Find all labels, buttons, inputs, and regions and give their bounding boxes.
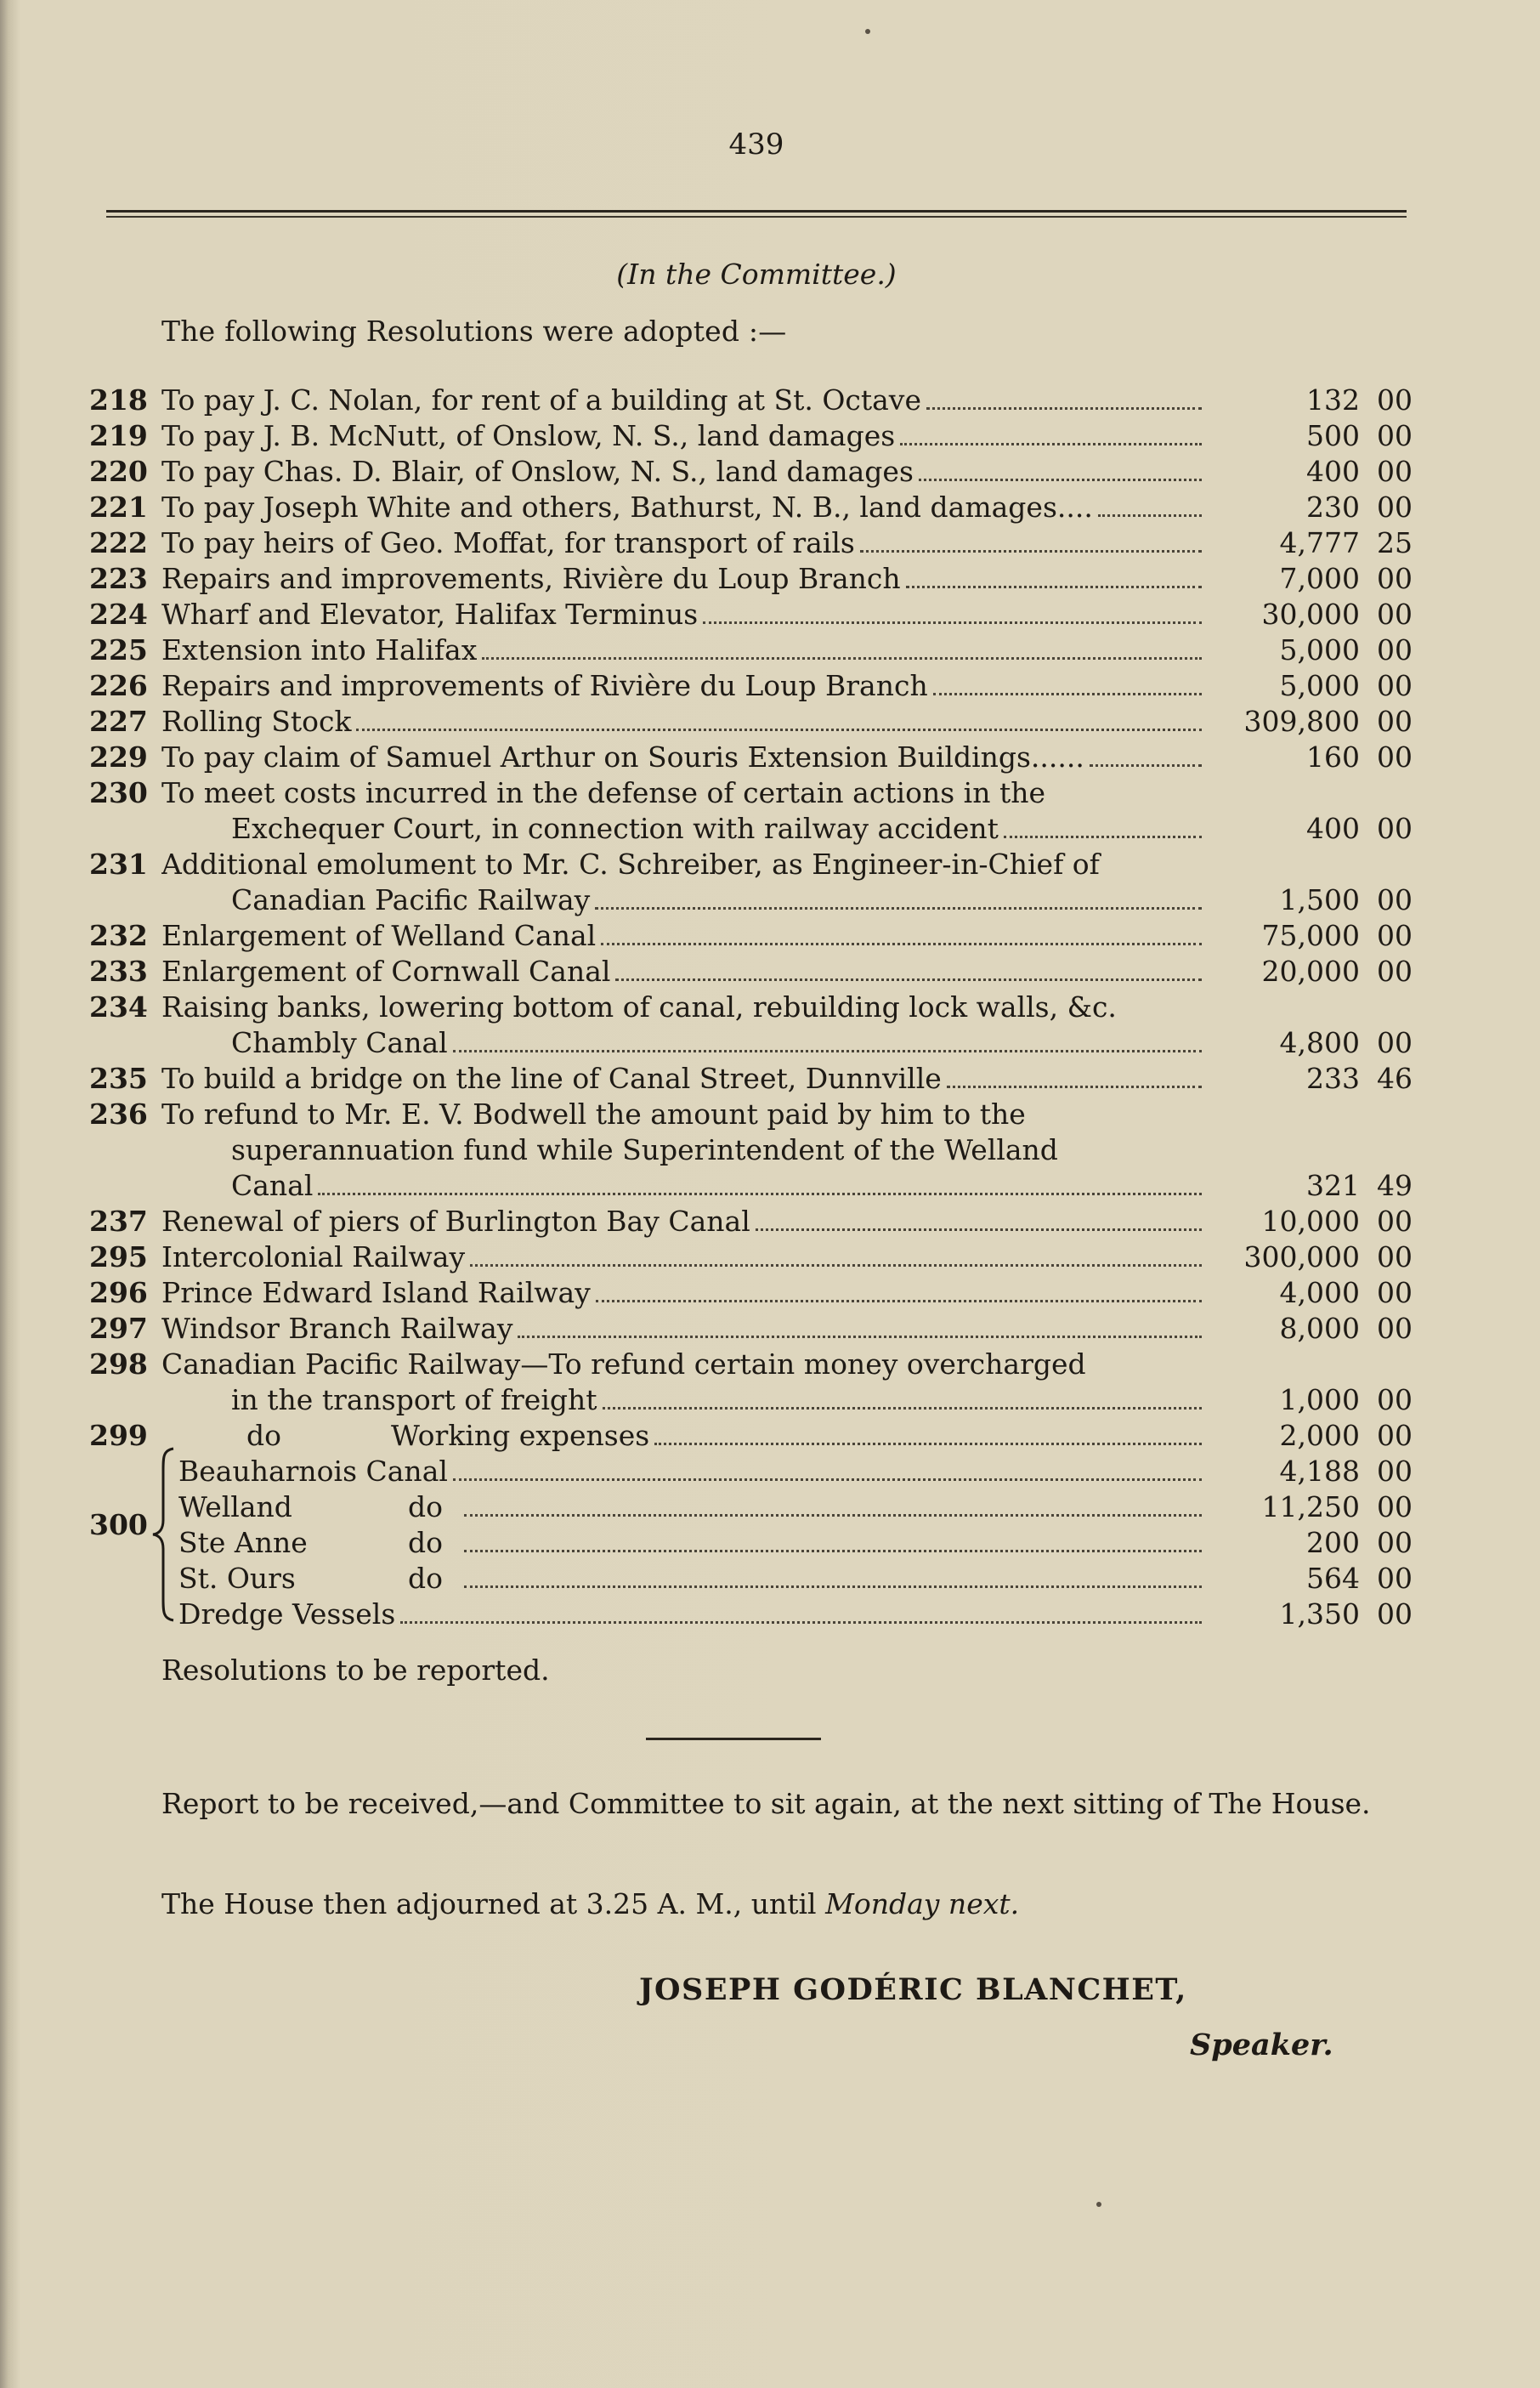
description-text: To pay J. B. McNutt, of Onslow, N. S., land damages (161, 419, 896, 452)
resolution-number: 233 (89, 955, 148, 988)
resolution-number: 222 (89, 526, 148, 559)
resolution-number: 299 (89, 1419, 148, 1452)
group-300-row (0, 1489, 1540, 1525)
resolution-number: 232 (89, 919, 148, 952)
amount-dollars: 30,000 (1261, 598, 1360, 631)
resolution-number: 227 (89, 705, 148, 738)
group-item-name: Welland (178, 1490, 292, 1523)
dot-leader (318, 1193, 1202, 1195)
amount-dollars: 10,000 (1261, 1205, 1360, 1238)
committee-heading: (In the Committee.) (616, 258, 897, 291)
resolution-number: 237 (89, 1205, 148, 1238)
description-text: To pay J. C. Nolan, for rent of a building at St. Octave (161, 383, 921, 417)
amount-cents: 00 (1377, 1312, 1413, 1345)
dot-leader (756, 1228, 1202, 1231)
description-text: superannuation fund while Superintendent of the Welland (231, 1133, 1058, 1166)
amount-cents: 00 (1377, 1597, 1413, 1631)
amount-dollars: 4,000 (1279, 1276, 1360, 1309)
resolution-row (0, 1204, 1540, 1239)
description-text: Working expenses (391, 1419, 650, 1452)
amount-cents: 00 (1377, 633, 1413, 666)
speaker-name: JOSEPH GODÉRIC BLANCHET, (639, 1972, 1187, 2007)
resolution-description (161, 847, 1207, 882)
resolution-description (231, 882, 1207, 918)
resolution-description (161, 1097, 1207, 1132)
description-text: Extension into Halifax (161, 633, 478, 666)
resolution-row (0, 775, 1540, 811)
dot-leader (482, 657, 1202, 660)
description-text: Windsor Branch Railway (161, 1312, 513, 1345)
resolution-number: 220 (89, 455, 148, 488)
description-text: Enlargement of Cornwall Canal (161, 955, 611, 988)
dot-leader (453, 1478, 1202, 1481)
resolution-row (0, 632, 1540, 668)
amount-dollars: 11,250 (1261, 1490, 1360, 1523)
resolution-number: 295 (89, 1240, 148, 1273)
intro-text: The following Resolutions were adopted :— (161, 315, 787, 348)
page-number: 439 (728, 128, 784, 162)
amount-cents: 00 (1377, 1562, 1413, 1595)
resolution-number: 225 (89, 633, 148, 666)
description-text: Chambly Canal (231, 1026, 448, 1059)
description-text: Repairs and improvements, Rivière du Loup Branch (161, 562, 901, 595)
resolution-row (0, 1275, 1540, 1311)
amount-cents: 00 (1377, 1383, 1413, 1416)
resolution-number: 219 (89, 419, 148, 452)
dot-leader (900, 443, 1202, 445)
description-text: Rolling Stock (161, 705, 352, 738)
amount-cents: 00 (1377, 669, 1413, 702)
amount-dollars: 564 (1306, 1562, 1360, 1595)
description-text: To meet costs incurred in the defense of certain actions in the (161, 776, 1045, 809)
description-text: To refund to Mr. E. V. Bodwell the amount paid by him to the (161, 1098, 1026, 1131)
resolution-row (0, 918, 1540, 954)
description-text: To build a bridge on the line of Canal Street, Dunnville (161, 1062, 942, 1095)
amount-cents: 00 (1377, 1526, 1413, 1559)
resolution-number: 223 (89, 562, 148, 595)
amount-cents: 00 (1377, 1276, 1413, 1309)
amount-dollars: 20,000 (1261, 955, 1360, 988)
resolution-description (161, 1311, 1207, 1347)
amount-dollars: 230 (1306, 491, 1360, 524)
group-300-row (0, 1597, 1540, 1632)
resolution-row (0, 1382, 1540, 1418)
resolution-row (0, 490, 1540, 525)
group-item-description (178, 1454, 1207, 1489)
resolution-row (0, 847, 1540, 882)
amount-dollars: 5,000 (1279, 669, 1360, 702)
amount-dollars: 8,000 (1279, 1312, 1360, 1345)
group-item-description (178, 1489, 1207, 1525)
resolution-description (161, 561, 1207, 597)
description-text: Exchequer Court, in connection with railway accident (231, 812, 999, 845)
amount-dollars: 500 (1306, 419, 1360, 452)
resolution-description (161, 918, 1207, 954)
resolution-description (161, 740, 1207, 775)
resolution-row (0, 704, 1540, 740)
dot-leader (453, 1050, 1202, 1052)
resolution-description (161, 632, 1207, 668)
resolution-description (231, 1025, 1207, 1061)
dot-leader (464, 1514, 1202, 1517)
amount-cents: 00 (1377, 598, 1413, 631)
dot-leader (860, 550, 1202, 553)
resolution-number: 231 (89, 848, 148, 881)
resolution-row (0, 1347, 1540, 1382)
dot-leader (1090, 764, 1202, 767)
resolution-description (161, 1204, 1207, 1239)
resolution-row (0, 990, 1540, 1025)
resolutions-reported: Resolutions to be reported. (161, 1653, 550, 1687)
amount-cents: 00 (1377, 1490, 1413, 1523)
amount-dollars: 1,000 (1279, 1383, 1360, 1416)
resolution-number: 229 (89, 740, 148, 774)
resolution-description (161, 454, 1207, 490)
amount-cents: 00 (1377, 883, 1413, 916)
resolution-row (0, 668, 1540, 704)
resolution-row (0, 1132, 1540, 1168)
amount-dollars: 4,800 (1279, 1026, 1360, 1059)
description-text: To pay claim of Samuel Arthur on Souris Extension Buildings...... (161, 740, 1084, 774)
amount-dollars: 321 (1306, 1169, 1360, 1202)
amount-dollars: 400 (1306, 455, 1360, 488)
amount-cents: 00 (1377, 1419, 1413, 1452)
amount-cents: 00 (1377, 812, 1413, 845)
resolution-number: 298 (89, 1347, 148, 1381)
resolution-description (231, 1132, 1207, 1168)
amount-cents: 00 (1377, 1240, 1413, 1273)
dot-leader (919, 479, 1202, 481)
resolution-description (161, 668, 1207, 704)
dot-leader (595, 907, 1202, 910)
amount-cents: 00 (1377, 955, 1413, 988)
resolution-row (0, 1061, 1540, 1097)
dot-leader (400, 1621, 1202, 1624)
description-text: in the transport of freight (231, 1383, 597, 1416)
resolution-description (161, 954, 1207, 990)
dot-leader (906, 586, 1202, 588)
resolution-row (0, 1168, 1540, 1204)
description-text: Canadian Pacific Railway—To refund certain money overcharged (161, 1347, 1086, 1381)
group-300-row (0, 1525, 1540, 1561)
resolution-row (0, 1025, 1540, 1061)
amount-cents: 46 (1377, 1062, 1413, 1095)
dot-leader (596, 1300, 1202, 1302)
resolution-number: 234 (89, 990, 148, 1024)
amount-cents: 00 (1377, 705, 1413, 738)
amount-cents: 00 (1377, 419, 1413, 452)
resolution-row (0, 954, 1540, 990)
resolution-row (0, 882, 1540, 918)
description-text: Renewal of piers of Burlington Bay Canal (161, 1205, 750, 1238)
amount-cents: 00 (1377, 1205, 1413, 1238)
description-text: Canal (231, 1169, 314, 1202)
dot-leader (1004, 836, 1202, 838)
adjourn-paragraph: The House then adjourned at 3.25 A. M., until Monday next. (161, 1887, 1020, 1920)
amount-dollars: 132 (1306, 383, 1360, 417)
resolution-description (161, 490, 1207, 525)
resolution-row (0, 454, 1540, 490)
dot-leader (947, 1086, 1202, 1088)
resolution-description (161, 1347, 1207, 1382)
amount-dollars: 4,188 (1279, 1455, 1360, 1488)
group-item-description (178, 1561, 1207, 1597)
group-item-name: Dredge Vessels (178, 1597, 396, 1631)
group-item-description (178, 1597, 1207, 1632)
resolution-description (161, 775, 1207, 811)
amount-cents: 00 (1377, 740, 1413, 774)
resolution-number: 224 (89, 598, 148, 631)
resolution-description (231, 1168, 1207, 1204)
amount-cents: 00 (1377, 1026, 1413, 1059)
ditto-mark: do (408, 1490, 443, 1523)
amount-dollars: 2,000 (1279, 1419, 1360, 1452)
amount-dollars: 7,000 (1279, 562, 1360, 595)
description-text: To pay Chas. D. Blair, of Onslow, N. S., land damages (161, 455, 914, 488)
ink-speck (865, 29, 870, 34)
dot-leader (470, 1264, 1202, 1267)
dot-leader (654, 1443, 1202, 1445)
amount-dollars: 4,777 (1279, 526, 1360, 559)
dot-leader (356, 729, 1202, 731)
dot-leader (933, 693, 1202, 695)
description-text: Canadian Pacific Railway (231, 883, 591, 916)
amount-cents: 00 (1377, 1455, 1413, 1488)
resolution-description (161, 597, 1207, 632)
resolution-row (0, 1097, 1540, 1132)
resolution-description (161, 990, 1207, 1025)
dot-leader (464, 1585, 1202, 1588)
description-text: Repairs and improvements of Rivière du Loup Branch (161, 669, 928, 702)
resolution-number: 221 (89, 491, 148, 524)
resolution-description (231, 1382, 1207, 1418)
group-300-row (0, 1561, 1540, 1597)
amount-dollars: 5,000 (1279, 633, 1360, 666)
resolution-description (161, 1275, 1207, 1311)
resolution-description (161, 1239, 1207, 1275)
header-rule (106, 210, 1407, 220)
resolution-number: 296 (89, 1276, 148, 1309)
group-item-name: Ste Anne (178, 1526, 308, 1559)
resolution-number: 236 (89, 1098, 148, 1131)
description-text: To pay Joseph White and others, Bathurst, N. B., land damages.... (161, 491, 1093, 524)
resolution-number: 226 (89, 669, 148, 702)
dot-leader (615, 978, 1202, 981)
description-text: Enlargement of Welland Canal (161, 919, 597, 952)
description-text: Intercolonial Railway (161, 1240, 466, 1273)
resolution-row (0, 525, 1540, 561)
description-text: To pay heirs of Geo. Moffat, for transport of rails (161, 526, 855, 559)
description-text: Prince Edward Island Railway (161, 1276, 591, 1309)
ink-speck (1096, 2202, 1101, 2207)
resolution-row (0, 418, 1540, 454)
description-text: Wharf and Elevator, Halifax Terminus (161, 598, 699, 631)
resolution-number: 218 (89, 383, 148, 417)
amount-dollars: 309,800 (1243, 705, 1360, 738)
resolution-row (0, 1239, 1540, 1275)
amount-cents: 49 (1377, 1169, 1413, 1202)
amount-dollars: 1,500 (1279, 883, 1360, 916)
amount-dollars: 233 (1306, 1062, 1360, 1095)
dot-leader (926, 407, 1202, 410)
resolution-description (161, 418, 1207, 454)
speaker-title: Speaker. (1190, 2028, 1333, 2062)
group-item-description (178, 1525, 1207, 1561)
resolution-number: 230 (89, 776, 148, 809)
resolution-row (0, 1418, 1540, 1454)
amount-cents: 00 (1377, 383, 1413, 417)
resolution-description (161, 704, 1207, 740)
dot-leader (703, 621, 1202, 624)
description-text: Additional emolument to Mr. C. Schreiber, as Engineer-in-Chief of (161, 848, 1100, 881)
resolution-number: 297 (89, 1312, 148, 1345)
resolution-row (0, 1311, 1540, 1347)
resolution-row (0, 561, 1540, 597)
resolution-row (0, 597, 1540, 632)
dot-leader (603, 1407, 1202, 1410)
amount-cents: 00 (1377, 562, 1413, 595)
resolution-description (161, 383, 1207, 418)
amount-dollars: 400 (1306, 812, 1360, 845)
description-text: Raising banks, lowering bottom of canal, rebuilding lock walls, &c. (161, 990, 1117, 1024)
dot-leader (464, 1550, 1202, 1552)
group-300-row (0, 1454, 1540, 1489)
amount-dollars: 200 (1306, 1526, 1360, 1559)
amount-cents: 25 (1377, 526, 1413, 559)
ditto-mark: do (246, 1419, 281, 1452)
dot-leader (518, 1336, 1202, 1338)
group-item-name: St. Ours (178, 1562, 296, 1595)
resolution-description (231, 811, 1207, 847)
amount-dollars: 75,000 (1261, 919, 1360, 952)
amount-cents: 00 (1377, 491, 1413, 524)
resolution-row (0, 383, 1540, 418)
amount-cents: 00 (1377, 455, 1413, 488)
curly-brace-icon (144, 1445, 178, 1624)
amount-dollars: 1,350 (1279, 1597, 1360, 1631)
report-paragraph: Report to be received,—and Committee to sit again, at the next sitting of The House. (161, 1787, 1371, 1820)
resolution-description (161, 525, 1207, 561)
amount-dollars: 160 (1306, 740, 1360, 774)
resolution-description (391, 1418, 1207, 1454)
resolution-number: 235 (89, 1062, 148, 1095)
amount-dollars: 300,000 (1243, 1240, 1360, 1273)
group-300-number: 300 (89, 1508, 148, 1541)
dot-leader (601, 943, 1202, 945)
resolution-description (161, 1061, 1207, 1097)
group-item-name: Beauharnois Canal (178, 1455, 448, 1488)
resolution-row (0, 740, 1540, 775)
ditto-mark: do (408, 1562, 443, 1595)
amount-cents: 00 (1377, 919, 1413, 952)
ditto-mark: do (408, 1526, 443, 1559)
dot-leader (1098, 514, 1202, 517)
resolution-row (0, 811, 1540, 847)
section-divider (646, 1738, 821, 1740)
